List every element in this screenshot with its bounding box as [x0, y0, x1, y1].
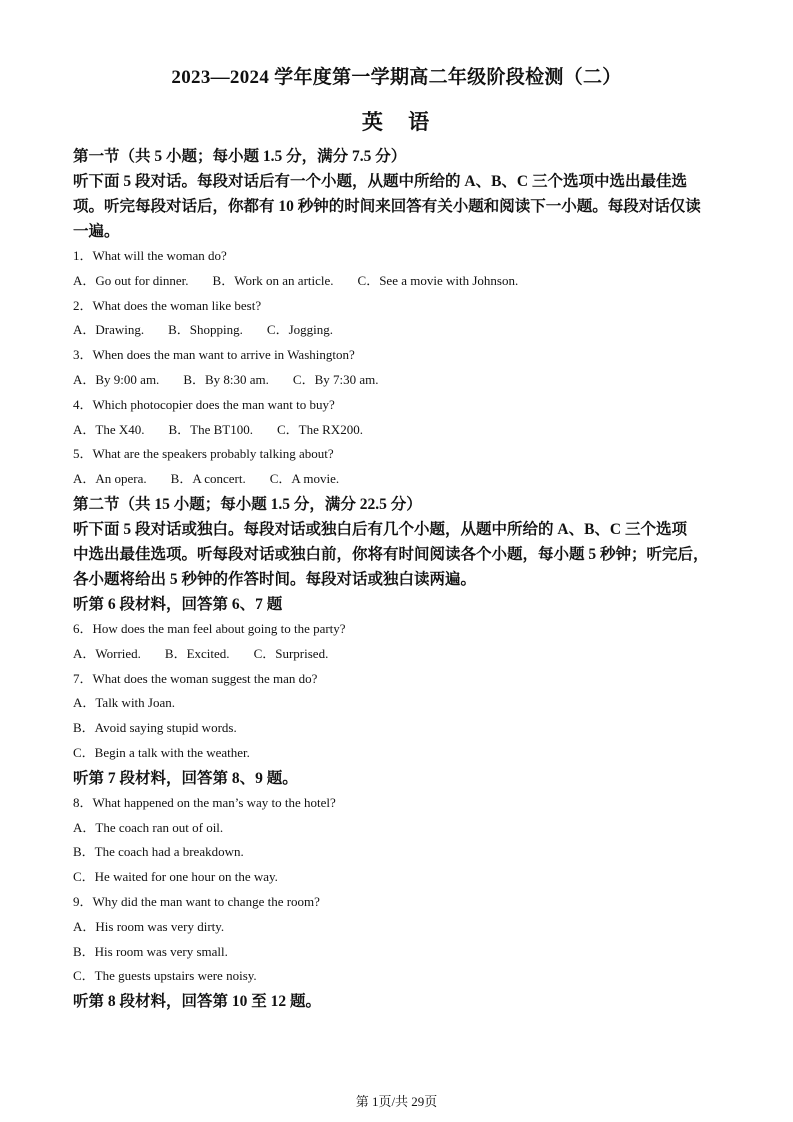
- section1-instruction-line: 一遍。: [73, 223, 120, 240]
- page-title: 2023—2024 学年度第一学期高二年级阶段检测（二）: [171, 67, 622, 88]
- question-7: 7．What does the woman suggest the man do?: [73, 670, 318, 686]
- question-1: 1．What will the woman do?: [73, 248, 227, 263]
- option-b: B．Avoid saying stupid words.: [73, 720, 237, 736]
- section2-instruction-line: 听下面 5 段对话或独白。每段对话或独白后有几个小题，从题中所给的 A、B、C 三个选项: [73, 520, 687, 538]
- section1-instruction-line: 项。听完每段对话后，你都有 10 秒钟的时间来回答有关小题和阅读下一小题。每段对话仅读: [73, 198, 701, 215]
- option-a: A．His room was very dirty.: [73, 918, 225, 934]
- option-c: C．The RX200.: [277, 421, 363, 437]
- question-2: 2．What does the woman like best?: [73, 297, 262, 313]
- option-a: A．The coach ran out of oil.: [73, 819, 224, 835]
- option-a: A．Talk with Joan.: [73, 695, 175, 711]
- question-6: 6．How does the man feel about going to the party?: [73, 620, 346, 636]
- options-4: [73, 418, 733, 443]
- section1-instruction-line: 听下面 5 段对话。每段对话后有一个小题，从题中所给的 A、B、C 三个选项中选出最佳选: [73, 173, 687, 190]
- subject-title: 英 语: [361, 110, 440, 134]
- question-9: 9．Why did the man want to change the room?: [73, 893, 320, 909]
- options-3: [73, 368, 733, 393]
- option-c: C．Begin a talk with the weather.: [73, 744, 250, 760]
- option-a: A．Go out for dinner.: [73, 272, 189, 288]
- option-b: B．The BT100.: [168, 421, 253, 437]
- page-number: 第 1页/共 29页: [355, 1094, 438, 1109]
- material6-heading: 听第 6 段材料，回答第 6、7 题: [73, 595, 283, 613]
- options-6: [73, 642, 733, 667]
- option-a: A．Drawing.: [73, 322, 145, 338]
- section2-instruction-line: 中选出最佳选项。听每段对话或独白前，你将有时间阅读各个小题，每小题 5 秒钟；听完后，: [73, 545, 709, 563]
- options-1: [73, 269, 733, 294]
- options-2: [73, 318, 733, 343]
- option-a: A．An opera.: [73, 471, 147, 487]
- question-4: 4．Which photocopier does the man want to buy?: [73, 396, 335, 412]
- option-b: B．By 8:30 am.: [183, 371, 269, 387]
- option-c: C．He waited for one hour on the way.: [73, 869, 278, 885]
- option-b: B．The coach had a breakdown.: [73, 844, 244, 860]
- section2-instruction-line: 各小题将给出 5 秒钟的作答时间。每段对话或独白读两遍。: [73, 570, 477, 588]
- section2-heading: 第二节（共 15 小题；每小题 1.5 分，满分 22.5 分）: [73, 495, 422, 513]
- options-5: [73, 467, 733, 492]
- option-a: A．The X40.: [73, 421, 145, 437]
- option-c: C．The guests upstairs were noisy.: [73, 968, 257, 984]
- material8-heading: 听第 8 段材料，回答第 10 至 12 题。: [73, 993, 322, 1011]
- question-5: 5．What are the speakers probably talking about?: [73, 446, 334, 462]
- question-8: 8．What happened on the man’s way to the hotel?: [73, 794, 336, 810]
- option-b: B．Excited.: [164, 645, 230, 661]
- material7-heading: 听第 7 段材料，回答第 8、9 题。: [73, 769, 298, 787]
- option-c: C．A movie.: [269, 471, 340, 487]
- option-c: C．Jogging.: [266, 322, 333, 338]
- option-c: C．Surprised.: [253, 645, 329, 661]
- option-b: B．A concert.: [170, 471, 246, 487]
- option-c: C．By 7:30 am.: [292, 371, 379, 387]
- question-3: 3．When does the man want to arrive in Washington?: [73, 347, 355, 363]
- option-b: B．His room was very small.: [73, 943, 228, 959]
- option-b: B．Shopping.: [168, 322, 243, 338]
- option-a: A．By 9:00 am.: [73, 371, 160, 387]
- option-a: A．Worried.: [73, 645, 141, 661]
- exam-content: [73, 144, 733, 1014]
- option-b: B．Work on an article.: [212, 272, 334, 288]
- option-c: C．See a movie with Johnson.: [357, 272, 519, 288]
- section1-heading: 第一节（共 5 小题；每小题 1.5 分，满分 7.5 分）: [73, 148, 407, 165]
